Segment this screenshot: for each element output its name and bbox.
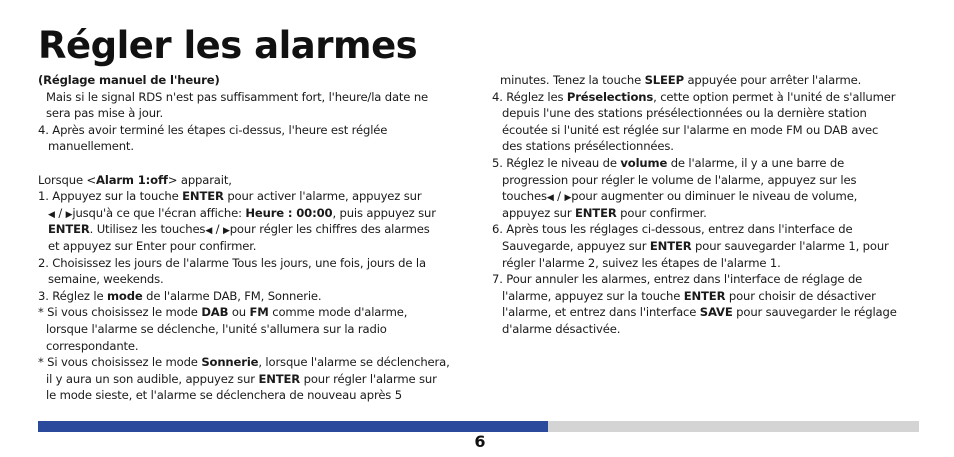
step-6-line: 6. Après tous les réglages ci-dessous, entrez dans l'interface de [492, 222, 853, 237]
step-7-line: l'alarme, appuyez sur la touche ENTER pour choisir de désactiver [502, 288, 876, 303]
step-7-line: d'alarme désactivée. [502, 321, 621, 336]
left-column [38, 72, 478, 404]
step-1-line: ENTER. Utilisez les touches◀ / ▶pour régler les chiffres des alarmes [48, 222, 430, 237]
right-triangle-icon: ▶ [564, 193, 572, 204]
step-4-line: depuis l'une des stations présélectionnées ou la dernière station [502, 106, 867, 121]
step-6-line: Sauvegarde, appuyez sur ENTER pour sauvegarder l'alarme 1, pour [502, 238, 889, 253]
step-2-line: 2. Choisissez les jours de l'alarme Tous les jours, une fois, jours de la [38, 255, 426, 270]
step-5-line: 5. Réglez le niveau de volume de l'alarme, il y a une barre de [492, 155, 845, 170]
section-heading: (Réglage manuel de l'heure) [38, 73, 220, 87]
note-1-line: lorsque l'alarme se déclenche, l'unité s'allumera sur la radio [46, 321, 387, 336]
footer-bar-grey [548, 421, 919, 432]
paragraph-line: Mais si le signal RDS n'est pas suffisamment fort, l'heure/la date ne [46, 89, 429, 104]
note-1-line: * Si vous choisissez le mode DAB ou FM comme mode d'alarme, [38, 305, 408, 320]
page-title: Régler les alarmes [38, 24, 418, 67]
step-4-line: 4. Après avoir terminé les étapes ci-dessus, l'heure est réglée [38, 122, 388, 137]
step-2-line: semaine, weekends. [48, 272, 164, 287]
left-triangle-icon: ◀ [546, 193, 554, 204]
note-2-line: il y aura un son audible, appuyez sur ENTER pour régler l'alarme sur [46, 371, 437, 386]
step-7-line: 7. Pour annuler les alarmes, entrez dans l'interface de réglage de [492, 272, 863, 287]
right-triangle-icon: ▶ [65, 209, 73, 220]
step-1-line: et appuyez sur Enter pour confirmer. [48, 238, 257, 253]
step-4-line: écoutée si l'unité est réglée sur l'alarme en mode FM ou DAB avec [502, 122, 879, 137]
note-2-line: le mode sieste, et l'alarme se déclenchera de nouveau après 5 [46, 388, 402, 403]
spacer [38, 155, 478, 172]
step-6-line: régler l'alarme 2, suivez les étapes de l'alarme 1. [502, 255, 781, 270]
step-1-line: 1. Appuyez sur la touche ENTER pour activer l'alarme, appuyez sur [38, 189, 422, 204]
paragraph-line: sera pas mise à jour. [46, 106, 163, 121]
left-triangle-icon: ◀ [205, 226, 213, 237]
step-4-line: manuellement. [48, 139, 134, 154]
step-5-line: progression pour régler le volume de l'alarme, appuyez sur les [502, 172, 857, 187]
step-4-line: des stations présélectionnées. [502, 139, 674, 154]
footer-bar-blue [38, 421, 557, 432]
step-5-line: appuyez sur ENTER pour confirmer. [502, 205, 707, 220]
step-7-line: l'alarme, et entrez dans l'interface SAVE pour sauvegarder le réglage [502, 305, 897, 320]
note-2-line: * Si vous choisissez le mode Sonnerie, lorsque l'alarme se déclenchera, [38, 355, 450, 370]
alarm-status-line: Lorsque <Alarm 1:off> apparait, [38, 172, 232, 187]
left-triangle-icon: ◀ [48, 209, 55, 220]
step-4-line: 4. Réglez les Préselections, cette option permet à l'unité de s'allumer [492, 89, 896, 104]
note-1-line: correspondante. [46, 338, 139, 353]
note-2-continuation: minutes. Tenez la touche SLEEP appuyée pour arrêter l'alarme. [500, 73, 862, 87]
page-number: 6 [474, 432, 486, 451]
step-5-line: touches◀ / ▶pour augmenter ou diminuer le niveau de volume, [502, 189, 858, 204]
right-triangle-icon: ▶ [222, 226, 230, 237]
right-column [492, 72, 922, 338]
step-3-line: 3. Réglez le mode de l'alarme DAB, FM, Sonnerie. [38, 288, 322, 303]
step-1-line: ◀ / ▶jusqu'à ce que l'écran affiche: Heure : 00:00, puis appuyez sur [48, 205, 436, 220]
